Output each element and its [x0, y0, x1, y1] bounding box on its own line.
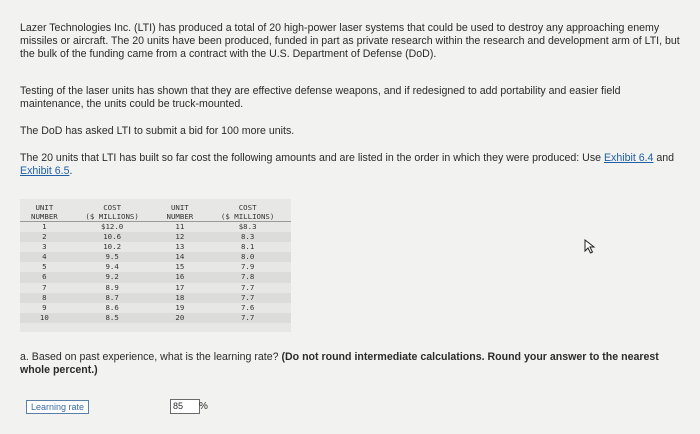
- intro-paragraph-3: The DoD has asked LTI to submit a bid for 100 more units.: [20, 125, 295, 137]
- cost-cell: 9.5: [69, 252, 156, 262]
- unit-number-cell: 20: [155, 313, 204, 323]
- unit-number-cell: 19: [175, 302, 185, 312]
- intro-paragraph-2: Testing of the laser units has shown that they are effective defense weapons, and if redesigned to add portability and easier field maintenance, the units could be truck-mounted.: [20, 85, 621, 110]
- cost-cell: $12.0: [101, 222, 124, 231]
- unit-number-cell: 11: [175, 222, 185, 231]
- exhibit-6-5-link[interactable]: Exhibit 6.5: [20, 165, 70, 177]
- table-row: [20, 293, 291, 303]
- mouse-cursor-icon: [584, 239, 597, 254]
- unit-number-cell: 3: [42, 242, 47, 252]
- exhibit-6-4-link[interactable]: Exhibit 6.4: [603, 152, 654, 164]
- cost-cell: 8.5: [69, 313, 156, 323]
- unit-number-cell: 18: [155, 293, 204, 303]
- question-instructions: (Do not round intermediate calculations. Round your answer to the nearest whole percent.): [20, 351, 659, 376]
- table-row: [20, 262, 291, 272]
- cost-cell: 9.2: [69, 272, 156, 282]
- percent-unit: %: [199, 401, 208, 412]
- cost-cell: 10.2: [103, 242, 122, 252]
- unit-number-cell: 12: [155, 232, 204, 242]
- unit-number-cell: 9: [42, 302, 47, 312]
- cost-cell: 7.7: [204, 293, 291, 303]
- unit-number-cell: 13: [175, 242, 185, 252]
- intro-paragraph-4: [20, 152, 680, 178]
- unit-number-cell: 16: [155, 272, 204, 282]
- intro-and-text: and: [653, 152, 675, 164]
- unit-number-cell: 17: [175, 282, 185, 292]
- cost-cell: $8.3: [238, 222, 257, 231]
- intro-paragraph-1: Lazer Technologies Inc. (LTI) has produced a total of 20 high-power laser systems that could be used to destroy any approaching enemy missiles or aircraft. The 20 units have been produced, funded in part as private research within the research and development arm of LTI, but the bulk of the funding came from a contract with the U.S. Department of Defense (DoD).: [20, 22, 680, 60]
- cost-cell: 8.3: [204, 232, 291, 242]
- table-row: [20, 303, 291, 313]
- cost-cell: 7.9: [240, 262, 255, 272]
- table-row: [20, 272, 291, 282]
- cost-cell: 8.9: [105, 282, 119, 292]
- cost-table: [20, 203, 291, 323]
- cost-table-image: [20, 199, 291, 332]
- cost-cell: 8.1: [240, 242, 255, 252]
- intro-paragraph-4-text: The 20 units that LTI has built so far cost the following amounts and are listed in the order in which they were produced: Use: [20, 152, 604, 164]
- learning-rate-input[interactable]: 85: [170, 399, 200, 414]
- question-a: [20, 351, 690, 377]
- unit-number-cell: 7: [42, 282, 47, 292]
- cost-cell: 8.7: [69, 293, 156, 303]
- cost-cell: 7.8: [204, 272, 291, 282]
- cost-cell: 10.6: [69, 232, 156, 242]
- cost-cell: 9.4: [105, 262, 119, 272]
- table-row: [20, 232, 291, 242]
- table-header-row: [20, 203, 291, 222]
- unit-number-cell: 15: [175, 262, 185, 272]
- cost-cell: 8.6: [105, 302, 119, 312]
- cost-cell: 7.7: [204, 313, 291, 323]
- table-row: [20, 313, 291, 323]
- unit-number-cell: 14: [155, 252, 204, 262]
- unit-number-cell: 10: [20, 313, 69, 323]
- unit-number-cell: 6: [20, 272, 69, 282]
- table-row: [20, 242, 291, 252]
- unit-number-cell: 4: [20, 252, 69, 262]
- table-row: [20, 252, 291, 262]
- unit-number-cell: 8: [20, 293, 69, 303]
- header-unit-number-1: UNIT NUMBER: [20, 203, 69, 222]
- question-text: a. Based on past experience, what is the learning rate?: [20, 351, 282, 363]
- table-row: [20, 222, 291, 233]
- header-cost-2: COST ($ MILLIONS): [204, 203, 291, 222]
- unit-number-cell: 1: [42, 222, 47, 231]
- intro-period: .: [69, 165, 73, 177]
- unit-number-cell: 5: [42, 262, 47, 272]
- learning-rate-label: Learning rate: [26, 400, 89, 414]
- table-row: [20, 283, 291, 293]
- cost-cell: 7.7: [240, 282, 255, 292]
- unit-number-cell: 2: [20, 232, 69, 242]
- cost-cell: 8.0: [204, 252, 291, 262]
- header-unit-number-2: UNIT NUMBER: [155, 203, 204, 222]
- cost-cell: 7.6: [240, 302, 255, 312]
- header-cost-1: COST ($ MILLIONS): [69, 203, 156, 222]
